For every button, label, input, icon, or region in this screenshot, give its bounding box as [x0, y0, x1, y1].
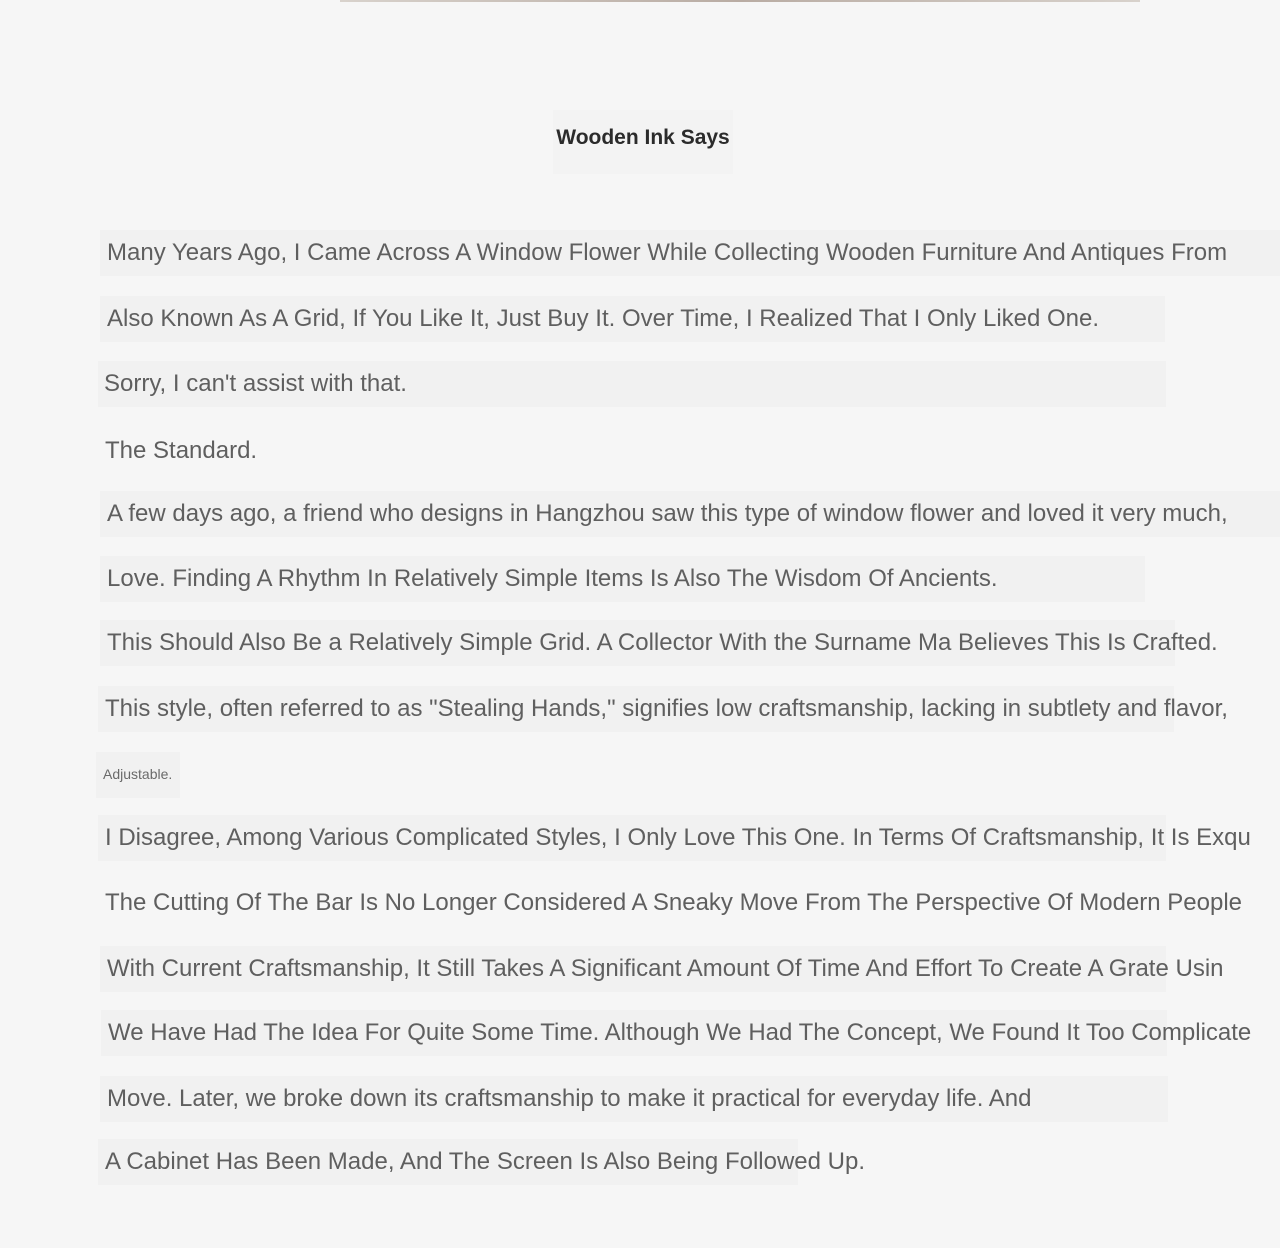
paragraph-line: We Have Had The Idea For Quite Some Time. Although We Had The Concept, We Found It Too Complicate	[101, 1010, 1167, 1056]
paragraph-line: With Current Craftsmanship, It Still Takes A Significant Amount Of Time And Effort To Create A Grate Usin	[100, 946, 1166, 992]
paragraph-line: Move. Later, we broke down its craftsmanship to make it practical for everyday life. And	[100, 1076, 1168, 1122]
paragraph-line: Also Known As A Grid, If You Like It, Just Buy It. Over Time, I Realized That I Only Liked One.	[100, 296, 1165, 342]
paragraph-line: The Cutting Of The Bar Is No Longer Considered A Sneaky Move From The Perspective Of Modern People	[105, 889, 1243, 916]
top-divider	[340, 0, 1140, 2]
paragraph-line: The Standard.	[105, 437, 258, 464]
paragraph-line-small: Adjustable.	[96, 752, 180, 798]
article-title: Wooden Ink Says	[553, 110, 733, 174]
paragraph-line: Sorry, I can't assist with that.	[98, 361, 1166, 407]
paragraph-line: This Should Also Be a Relatively Simple Grid. A Collector With the Surname Ma Believes This Is Crafted.	[100, 620, 1175, 666]
paragraph-line: Many Years Ago, I Came Across A Window Flower While Collecting Wooden Furniture And Antiques From	[100, 230, 1280, 276]
paragraph-line: This style, often referred to as "Stealing Hands," signifies low craftsmanship, lacking in subtlety and flavor,	[98, 686, 1174, 732]
paragraph-line: Love. Finding A Rhythm In Relatively Simple Items Is Also The Wisdom Of Ancients.	[100, 556, 1145, 602]
paragraph-line: A Cabinet Has Been Made, And The Screen Is Also Being Followed Up.	[98, 1139, 798, 1185]
paragraph-line: A few days ago, a friend who designs in Hangzhou saw this type of window flower and loved it very much,	[100, 491, 1280, 537]
paragraph-line: I Disagree, Among Various Complicated Styles, I Only Love This One. In Terms Of Craftsmanship, It Is Exqu	[98, 815, 1166, 861]
